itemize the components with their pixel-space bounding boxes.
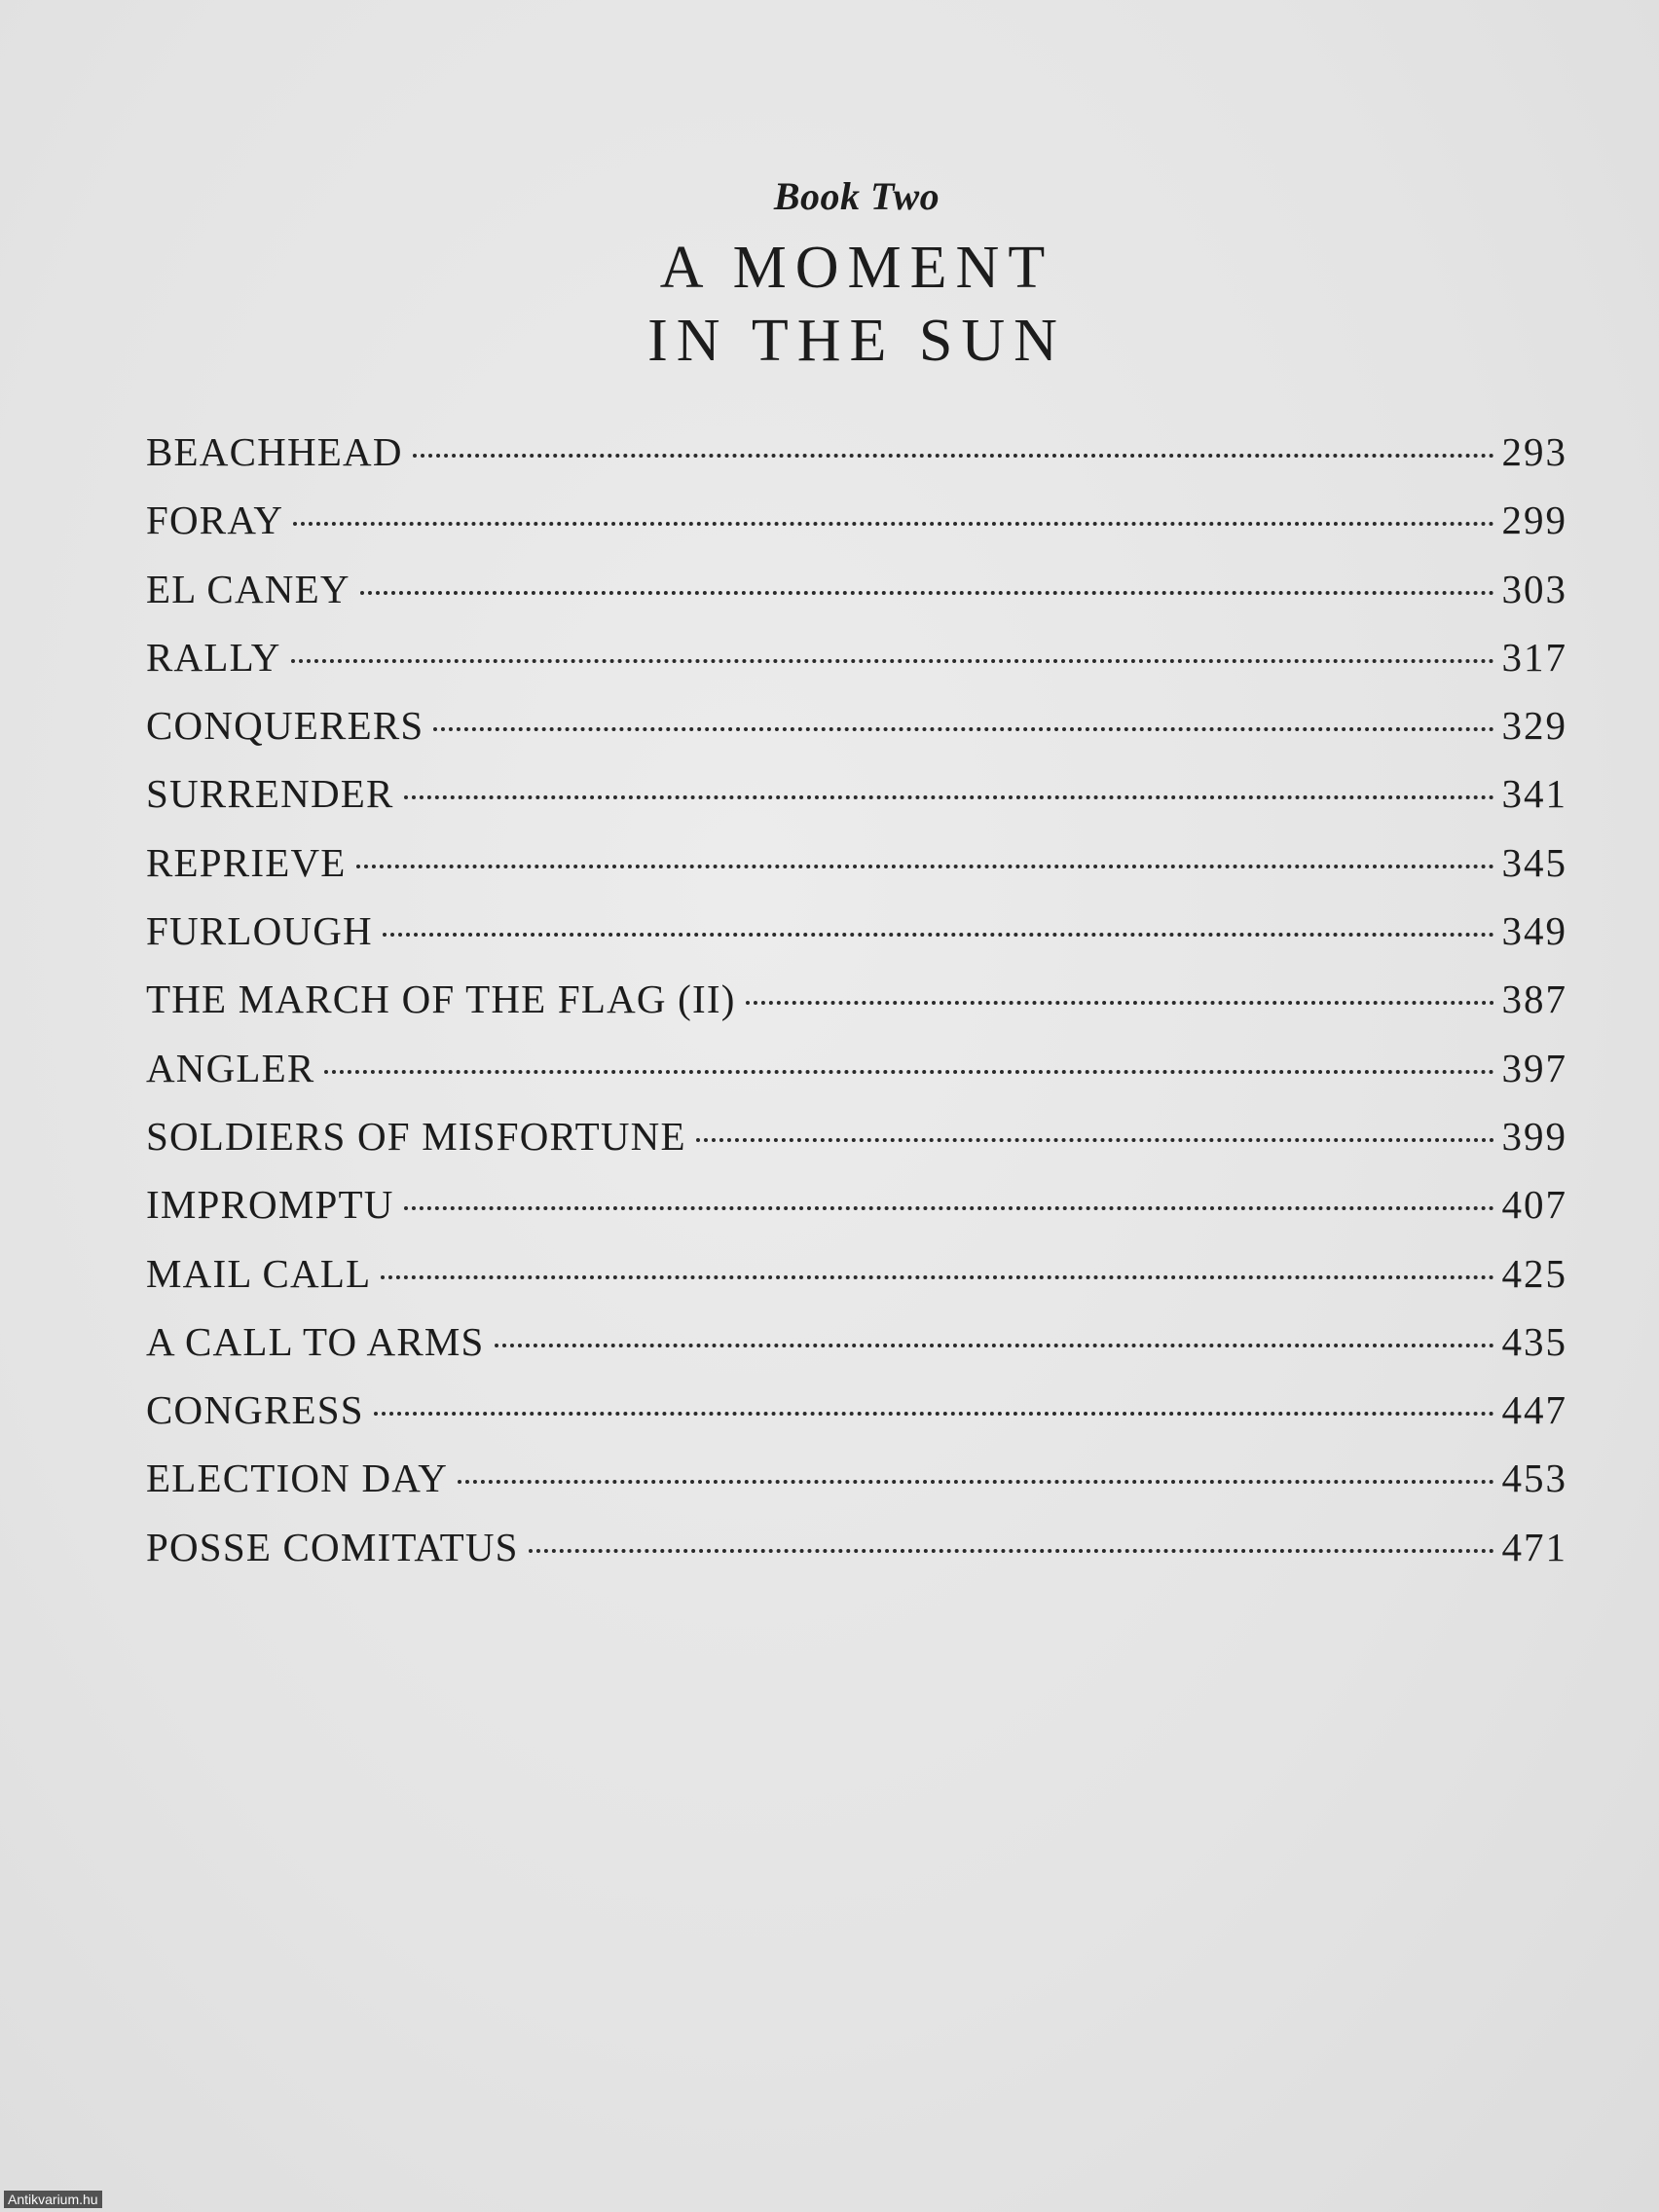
toc-entry-page-number: 341 <box>1501 771 1567 817</box>
dot-leader <box>360 591 1494 595</box>
section-title-line-2: IN THE SUN <box>647 308 1066 374</box>
dot-leader <box>293 522 1493 526</box>
toc-entry <box>146 1386 1567 1455</box>
toc-entry-page-number: 329 <box>1501 703 1567 749</box>
toc-entry-title: REPRIEVE <box>146 839 347 885</box>
toc-entry-page-number: 435 <box>1501 1318 1567 1364</box>
toc-entry <box>146 770 1567 838</box>
dot-leader <box>381 1275 1493 1279</box>
toc-entry <box>146 1045 1567 1113</box>
section-title-line-1: A MOMENT <box>659 235 1054 301</box>
toc-entry-page-number: 303 <box>1501 566 1567 611</box>
toc-entry-page-number: 345 <box>1501 839 1567 885</box>
toc-entry-title: SOLDIERS OF MISFORTUNE <box>146 1113 686 1159</box>
dot-leader <box>458 1480 1493 1484</box>
toc-entry <box>146 976 1567 1044</box>
toc-entry-title: SURRENDER <box>146 771 394 817</box>
toc-entry-title: ANGLER <box>146 1045 315 1090</box>
dot-leader <box>696 1138 1494 1142</box>
dot-leader <box>383 933 1494 937</box>
toc-entry-title: RALLY <box>146 634 281 680</box>
toc-entry-title: MAIL CALL <box>146 1250 372 1296</box>
table-of-contents <box>146 428 1567 1592</box>
dot-leader <box>529 1549 1494 1553</box>
dot-leader <box>404 795 1494 799</box>
toc-entry-title: FURLOUGH <box>146 908 373 954</box>
toc-entry <box>146 634 1567 702</box>
dot-leader <box>291 659 1494 663</box>
watermark: Antikvarium.hu <box>4 2191 102 2208</box>
toc-entry <box>146 1524 1567 1592</box>
dot-leader <box>404 1206 1494 1210</box>
toc-entry <box>146 907 1567 976</box>
toc-entry-title: CONQUERERS <box>146 703 424 749</box>
toc-entry-page-number: 425 <box>1501 1250 1567 1296</box>
toc-entry-title: EL CANEY <box>146 566 350 611</box>
dot-leader <box>413 454 1494 458</box>
toc-entry <box>146 1318 1567 1386</box>
toc-entry-page-number: 453 <box>1501 1456 1567 1501</box>
toc-entry-title: ELECTION DAY <box>146 1456 449 1501</box>
toc-entry-page-number: 317 <box>1501 634 1567 680</box>
toc-entry <box>146 1250 1567 1318</box>
toc-entry-page-number: 471 <box>1501 1524 1567 1569</box>
toc-entry <box>146 839 1567 907</box>
toc-entry-page-number: 397 <box>1501 1045 1567 1090</box>
dot-leader <box>374 1412 1494 1416</box>
toc-entry <box>146 1181 1567 1249</box>
toc-entry-page-number: 399 <box>1501 1113 1567 1159</box>
dot-leader <box>746 1001 1494 1005</box>
toc-entry-title: A CALL TO ARMS <box>146 1318 485 1364</box>
toc-entry <box>146 497 1567 565</box>
dot-leader <box>356 865 1494 868</box>
toc-entry-page-number: 299 <box>1501 498 1567 543</box>
toc-entry-page-number: 349 <box>1501 908 1567 954</box>
toc-entry-title: POSSE COMITATUS <box>146 1524 519 1569</box>
toc-entry <box>146 702 1567 770</box>
dot-leader <box>324 1070 1493 1074</box>
dot-leader <box>495 1344 1494 1347</box>
toc-entry <box>146 1113 1567 1181</box>
toc-entry-page-number: 407 <box>1501 1182 1567 1228</box>
toc-entry-page-number: 293 <box>1501 429 1567 474</box>
toc-entry-title: IMPROMPTU <box>146 1182 394 1228</box>
toc-entry-page-number: 447 <box>1501 1387 1567 1433</box>
toc-entry-page-number: 387 <box>1501 977 1567 1022</box>
toc-entry-title: FORAY <box>146 498 284 543</box>
toc-entry-title: CONGRESS <box>146 1387 364 1433</box>
toc-entry-title: BEACHHEAD <box>146 429 403 474</box>
dot-leader <box>433 727 1493 731</box>
toc-entry <box>146 428 1567 497</box>
toc-entry-title: THE MARCH OF THE FLAG (II) <box>146 977 736 1022</box>
toc-entry <box>146 1455 1567 1523</box>
book-label: Book Two <box>773 174 940 218</box>
toc-entry <box>146 566 1567 634</box>
